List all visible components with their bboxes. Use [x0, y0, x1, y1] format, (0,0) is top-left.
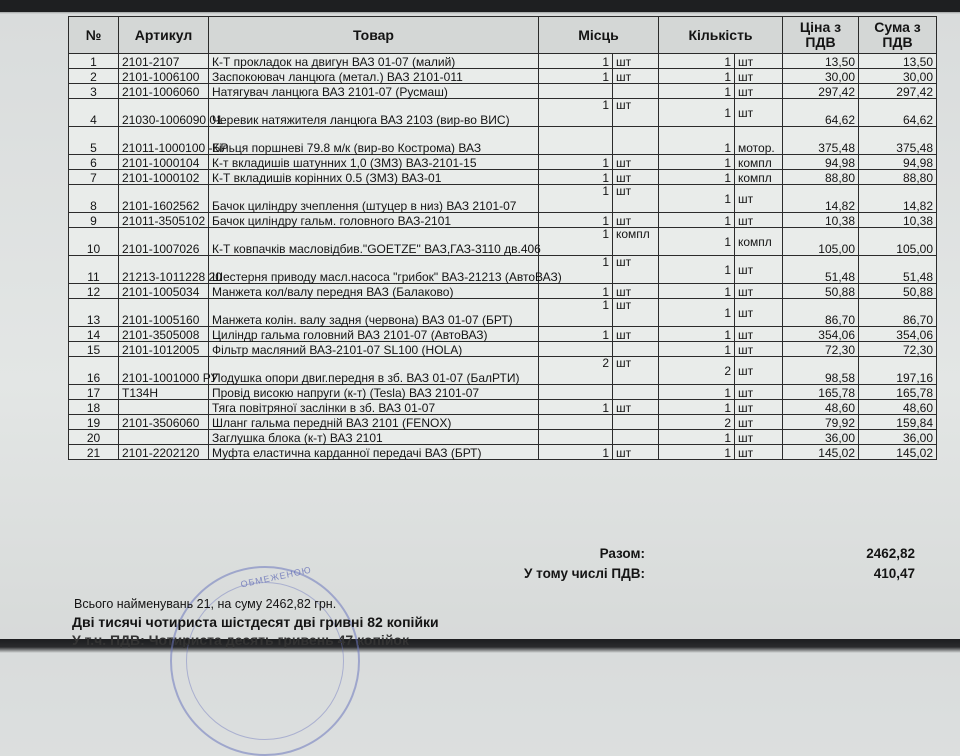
row-product: Шестерня приводу масл.насоса "грибок" ВАЗ-21213 (АвтоВАЗ) [209, 256, 539, 284]
row-sum: 86,70 [859, 299, 937, 327]
vat-value: 410,47 [873, 566, 915, 581]
row-places: 1 [539, 327, 613, 342]
row-number: 1 [69, 54, 119, 69]
row-price: 13,50 [783, 54, 859, 69]
row-number: 20 [69, 430, 119, 445]
row-price: 51,48 [783, 256, 859, 284]
row-sum: 105,00 [859, 228, 937, 256]
row-price: 297,42 [783, 84, 859, 99]
row-price: 105,00 [783, 228, 859, 256]
row-places: 1 [539, 299, 613, 327]
col-product: Товар [209, 17, 539, 54]
row-number: 16 [69, 357, 119, 385]
row-product: Шланг гальма передній ВАЗ 2101 (FENOX) [209, 415, 539, 430]
table-header-row [69, 17, 937, 54]
row-places [539, 415, 613, 430]
row-number: 11 [69, 256, 119, 284]
row-places-unit [613, 84, 659, 99]
table-row [69, 213, 937, 228]
row-places: 1 [539, 284, 613, 299]
row-product: Муфта еластична карданної передачі ВАЗ (БРТ) [209, 445, 539, 460]
col-article: Артикул [119, 17, 209, 54]
row-number: 15 [69, 342, 119, 357]
row-price: 10,38 [783, 213, 859, 228]
row-product: К-Т прокладок на двигун ВАЗ 01-07 (малий) [209, 54, 539, 69]
row-quantity: 1 [659, 69, 735, 84]
row-price: 30,00 [783, 69, 859, 84]
row-places: 1 [539, 185, 613, 213]
row-article: 21011-3505102 [119, 213, 209, 228]
row-sum: 13,50 [859, 54, 937, 69]
row-product: Манжета кол/валу передня ВАЗ (Балаково) [209, 284, 539, 299]
col-sum: Сума з ПДВ [859, 17, 937, 54]
table-row [69, 415, 937, 430]
row-unit: мотор. [735, 127, 783, 155]
table-row [69, 228, 937, 256]
table-row [69, 299, 937, 327]
row-product: Бачок циліндру гальм. головного ВАЗ-2101 [209, 213, 539, 228]
row-sum: 14,82 [859, 185, 937, 213]
table-row [69, 170, 937, 185]
row-places: 2 [539, 357, 613, 385]
row-price: 375,48 [783, 127, 859, 155]
row-sum: 30,00 [859, 69, 937, 84]
row-quantity: 2 [659, 415, 735, 430]
row-price: 354,06 [783, 327, 859, 342]
row-quantity: 1 [659, 430, 735, 445]
vat-label: У тому числі ПДВ: [523, 566, 645, 581]
table-row [69, 284, 937, 299]
row-product: Подушка опори двиг.передня в зб. ВАЗ 01-07 (БалРТИ) [209, 357, 539, 385]
row-places-unit: шт [613, 327, 659, 342]
row-quantity: 1 [659, 185, 735, 213]
row-price: 36,00 [783, 430, 859, 445]
vat-row [440, 566, 915, 586]
row-sum: 297,42 [859, 84, 937, 99]
row-number: 7 [69, 170, 119, 185]
row-number: 10 [69, 228, 119, 256]
row-article: 2101-3506060 [119, 415, 209, 430]
amount-in-words: Дві тисячі чотириста шістдесят дві гривні 82 копійки [72, 614, 439, 630]
row-sum: 354,06 [859, 327, 937, 342]
row-product: Манжета колін. валу задня (червона) ВАЗ 01-07 (БРТ) [209, 299, 539, 327]
row-quantity: 1 [659, 170, 735, 185]
row-places [539, 430, 613, 445]
row-quantity: 1 [659, 327, 735, 342]
row-product: Фільтр масляний ВАЗ-2101-07 SL100 (HOLA) [209, 342, 539, 357]
row-price: 50,88 [783, 284, 859, 299]
table-row [69, 99, 937, 127]
row-quantity: 1 [659, 84, 735, 99]
row-places [539, 127, 613, 155]
row-quantity: 2 [659, 357, 735, 385]
row-article: 21011-1000100 -БР [119, 127, 209, 155]
row-places-unit: шт [613, 99, 659, 127]
row-quantity: 1 [659, 342, 735, 357]
row-product: Заспокоювач ланцюга (метал.) ВАЗ 2101-011 [209, 69, 539, 84]
row-sum: 145,02 [859, 445, 937, 460]
row-unit: шт [735, 445, 783, 460]
row-sum: 50,88 [859, 284, 937, 299]
row-sum: 64,62 [859, 99, 937, 127]
summary-line: Всього найменувань 21, на суму 2462,82 грн. [74, 597, 337, 611]
row-price: 64,62 [783, 99, 859, 127]
table-row [69, 327, 937, 342]
row-places: 1 [539, 213, 613, 228]
row-unit: компл [735, 170, 783, 185]
table-row [69, 385, 937, 400]
totals-block [440, 546, 915, 586]
row-price: 145,02 [783, 445, 859, 460]
row-unit: шт [735, 284, 783, 299]
table-row [69, 127, 937, 155]
row-places [539, 84, 613, 99]
row-unit: шт [735, 84, 783, 99]
row-unit: компл [735, 228, 783, 256]
row-number: 19 [69, 415, 119, 430]
row-article: T134H [119, 385, 209, 400]
row-product: К-Т ковпачків масловідбив."GOETZE" ВАЗ,ГАЗ-3110 дв.406 [209, 228, 539, 256]
row-price: 48,60 [783, 400, 859, 415]
row-article: 2101-1000102 [119, 170, 209, 185]
row-quantity: 1 [659, 299, 735, 327]
row-product: Черевик натяжителя ланцюга ВАЗ 2103 (вир-во ВИС) [209, 99, 539, 127]
row-unit: шт [735, 69, 783, 84]
row-unit: шт [735, 99, 783, 127]
row-places [539, 385, 613, 400]
row-sum: 375,48 [859, 127, 937, 155]
invoice-table [68, 16, 937, 460]
row-price: 86,70 [783, 299, 859, 327]
row-places-unit: шт [613, 445, 659, 460]
total-value: 2462,82 [866, 546, 915, 561]
row-article: 2101-1006060 [119, 84, 209, 99]
row-sum: 88,80 [859, 170, 937, 185]
row-sum: 10,38 [859, 213, 937, 228]
total-label: Разом: [599, 546, 645, 561]
row-quantity: 1 [659, 155, 735, 170]
row-number: 6 [69, 155, 119, 170]
row-quantity: 1 [659, 54, 735, 69]
row-article [119, 430, 209, 445]
table-row [69, 69, 937, 84]
row-price: 79,92 [783, 415, 859, 430]
row-product: Кільця поршневі 79.8 м/к (вир-во Кострома) ВАЗ [209, 127, 539, 155]
row-article [119, 400, 209, 415]
row-price: 14,82 [783, 185, 859, 213]
table-row [69, 400, 937, 415]
row-places [539, 342, 613, 357]
row-quantity: 1 [659, 445, 735, 460]
row-number: 3 [69, 84, 119, 99]
table-row [69, 185, 937, 213]
total-row [440, 546, 915, 566]
row-product: Заглушка блока (к-т) ВАЗ 2101 [209, 430, 539, 445]
row-places: 1 [539, 99, 613, 127]
row-places-unit: компл [613, 228, 659, 256]
row-places-unit: шт [613, 213, 659, 228]
row-places-unit: шт [613, 54, 659, 69]
row-number: 17 [69, 385, 119, 400]
row-article: 2101-1000104 [119, 155, 209, 170]
col-places: Місць [539, 17, 659, 54]
row-unit: шт [735, 342, 783, 357]
row-number: 21 [69, 445, 119, 460]
row-product: Натягувач ланцюга ВАЗ 2101-07 (Русмаш) [209, 84, 539, 99]
row-places-unit: шт [613, 400, 659, 415]
row-places-unit: шт [613, 170, 659, 185]
table-row [69, 342, 937, 357]
row-places: 1 [539, 155, 613, 170]
row-unit: шт [735, 299, 783, 327]
row-number: 4 [69, 99, 119, 127]
row-number: 5 [69, 127, 119, 155]
row-article: 2101-2202120 [119, 445, 209, 460]
row-places-unit: шт [613, 299, 659, 327]
row-quantity: 1 [659, 256, 735, 284]
row-unit: шт [735, 357, 783, 385]
row-unit: компл [735, 155, 783, 170]
row-product: К-т вкладишів шатунних 1,0 (ЗМЗ) ВАЗ-2101-15 [209, 155, 539, 170]
row-number: 8 [69, 185, 119, 213]
table-row [69, 430, 937, 445]
row-unit: шт [735, 415, 783, 430]
row-quantity: 1 [659, 99, 735, 127]
table-row [69, 155, 937, 170]
row-article: 2101-1006100 [119, 69, 209, 84]
row-places-unit [613, 415, 659, 430]
row-places: 1 [539, 400, 613, 415]
row-unit: шт [735, 213, 783, 228]
vat-in-words: У т.ч. ПДВ: Чотириста десять гривень 47 копійок [72, 632, 409, 648]
row-places-unit: шт [613, 69, 659, 84]
row-number: 9 [69, 213, 119, 228]
row-places: 1 [539, 228, 613, 256]
row-sum: 51,48 [859, 256, 937, 284]
row-unit: шт [735, 400, 783, 415]
row-quantity: 1 [659, 228, 735, 256]
row-unit: шт [735, 430, 783, 445]
row-quantity: 1 [659, 213, 735, 228]
row-price: 72,30 [783, 342, 859, 357]
row-unit: шт [735, 256, 783, 284]
col-quantity: Кількість [659, 17, 783, 54]
row-unit: шт [735, 185, 783, 213]
row-quantity: 1 [659, 127, 735, 155]
row-price: 94,98 [783, 155, 859, 170]
table-body [69, 54, 937, 460]
row-places-unit [613, 385, 659, 400]
row-sum: 197,16 [859, 357, 937, 385]
row-sum: 36,00 [859, 430, 937, 445]
row-sum: 159,84 [859, 415, 937, 430]
row-sum: 72,30 [859, 342, 937, 357]
row-product: К-Т вкладишів корінних 0.5 (ЗМЗ) ВАЗ-01 [209, 170, 539, 185]
row-article: 2101-3505008 [119, 327, 209, 342]
row-number: 13 [69, 299, 119, 327]
row-sum: 48,60 [859, 400, 937, 415]
table-row [69, 84, 937, 99]
table-row [69, 357, 937, 385]
row-article: 2101-1007026 [119, 228, 209, 256]
col-num: № [69, 17, 119, 54]
row-number: 12 [69, 284, 119, 299]
row-unit: шт [735, 54, 783, 69]
row-unit: шт [735, 327, 783, 342]
row-places: 1 [539, 170, 613, 185]
row-price: 98,58 [783, 357, 859, 385]
stamp-text: ОБМЕЖЕНОЮ [239, 564, 313, 590]
row-product: Бачок циліндру зчеплення (штуцер в низ) ВАЗ 2101-07 [209, 185, 539, 213]
row-places-unit: шт [613, 284, 659, 299]
row-places-unit [613, 127, 659, 155]
row-unit: шт [735, 385, 783, 400]
row-places: 1 [539, 54, 613, 69]
table-row [69, 256, 937, 284]
row-sum: 94,98 [859, 155, 937, 170]
row-number: 18 [69, 400, 119, 415]
row-places-unit: шт [613, 155, 659, 170]
row-product: Циліндр гальма головний ВАЗ 2101-07 (АвтоВАЗ) [209, 327, 539, 342]
row-article: 2101-1005034 [119, 284, 209, 299]
table-row [69, 54, 937, 69]
row-price: 165,78 [783, 385, 859, 400]
row-places-unit: шт [613, 185, 659, 213]
row-article: 2101-2107 [119, 54, 209, 69]
row-quantity: 1 [659, 400, 735, 415]
row-places-unit: шт [613, 256, 659, 284]
row-places-unit: шт [613, 357, 659, 385]
row-article: 2101-1005160 [119, 299, 209, 327]
row-number: 2 [69, 69, 119, 84]
row-product: Провід високю напруги (к-т) (Tesla) ВАЗ 2101-07 [209, 385, 539, 400]
row-places-unit [613, 430, 659, 445]
row-quantity: 1 [659, 284, 735, 299]
row-product: Тяга повітряної заслінки в зб. ВАЗ 01-07 [209, 400, 539, 415]
row-article: 2101-1001000 РУ [119, 357, 209, 385]
row-article: 2101-1602562 [119, 185, 209, 213]
row-number: 14 [69, 327, 119, 342]
row-quantity: 1 [659, 385, 735, 400]
row-article: 2101-1012005 [119, 342, 209, 357]
row-places: 1 [539, 69, 613, 84]
table-row [69, 445, 937, 460]
row-places-unit [613, 342, 659, 357]
row-places: 1 [539, 445, 613, 460]
row-places: 1 [539, 256, 613, 284]
row-article: 21030-1006090 01 [119, 99, 209, 127]
dark-edge [0, 0, 960, 12]
row-price: 88,80 [783, 170, 859, 185]
row-sum: 165,78 [859, 385, 937, 400]
row-article: 21213-1011228 20 [119, 256, 209, 284]
col-price: Ціна з ПДВ [783, 17, 859, 54]
